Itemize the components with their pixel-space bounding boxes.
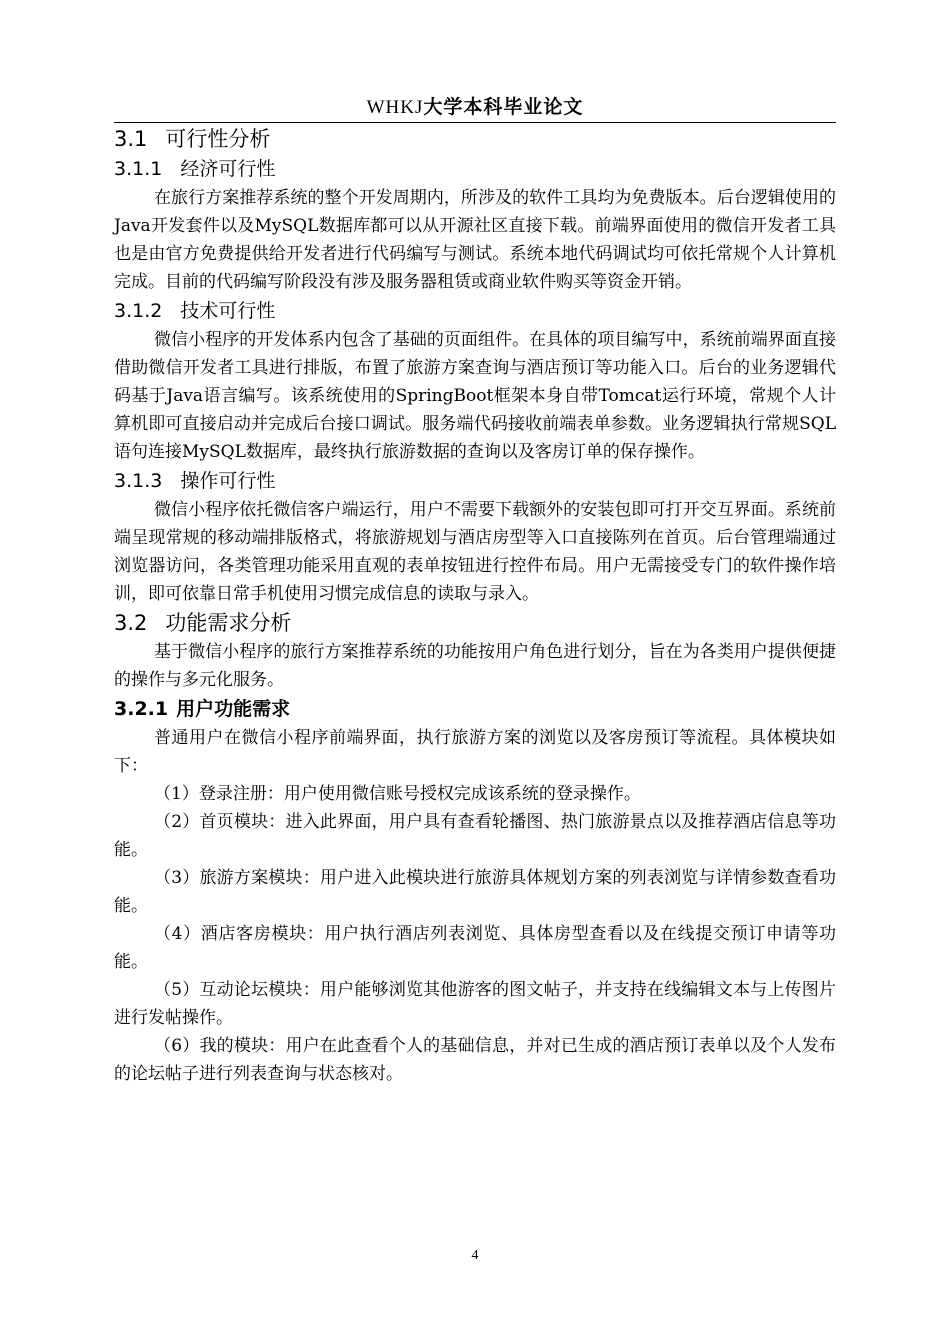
heading-3-2 <box>114 608 836 638</box>
heading-number: 3.1.1 <box>114 158 163 180</box>
heading-number: 3.1 <box>114 127 148 151</box>
heading-title: 技术可行性 <box>180 300 276 322</box>
heading-3-1-1 <box>114 154 836 184</box>
heading-number: 3.2.1 <box>114 698 169 720</box>
heading-3-1-2 <box>114 296 836 326</box>
list-item-travel-plan: （3）旅游方案模块：用户进入此模块进行旅游具体规划方案的列表浏览与详情参数查看功能。 <box>114 868 836 916</box>
heading-number: 3.2 <box>114 611 148 635</box>
heading-number: 3.1.2 <box>114 300 163 322</box>
heading-title: 用户功能需求 <box>176 698 291 720</box>
list-item-login: （1）登录注册：用户使用微信账号授权完成该系统的登录操作。 <box>154 784 641 804</box>
body-content <box>114 124 836 1088</box>
heading-title: 操作可行性 <box>180 470 276 492</box>
heading-3-1 <box>114 124 836 154</box>
list-item-forum: （5）互动论坛模块：用户能够浏览其他游客的图文帖子，并支持在线编辑文本与上传图片进行发帖操作。 <box>114 980 836 1028</box>
paragraph-technical-feasibility: 微信小程序的开发体系内包含了基础的页面组件。在具体的项目编写中，系统前端界面直接借助微信开发者工具进行排版，布置了旅游方案查询与酒店预订等功能入口。后台的业务逻辑代码基于Java语言编写。该系统使用的SpringBoot框架本身自带Tomcat运行环境，常规个人计算机即可直接启动并完成后台接口调试。服务端代码接收前端表单参数。业务逻辑执行常规SQL语句连接MySQL数据库，最终执行旅游数据的查询以及客房订单的保存操作。 <box>114 330 836 462</box>
paragraph-economic-feasibility: 在旅行方案推荐系统的整个开发周期内，所涉及的软件工具均为免费版本。后台逻辑使用的Java开发套件以及MySQL数据库都可以从开源社区直接下载。前端界面使用的微信开发者工具也是由官方免费提供给开发者进行代码编写与测试。系统本地代码调试均可依托常规个人计算机完成。目前的代码编写阶段没有涉及服务器租赁或商业软件购买等资金开销。 <box>114 188 836 292</box>
paragraph-operational-feasibility: 微信小程序依托微信客户端运行，用户不需要下载额外的安装包即可打开交互界面。系统前端呈现常规的移动端排版格式，将旅游规划与酒店房型等入口直接陈列在首页。后台管理端通过浏览器访问，各类管理功能采用直观的表单按钮进行控件布局。用户无需接受专门的软件操作培训，即可依靠日常手机使用习惯完成信息的读取与录入。 <box>114 500 836 604</box>
list-item-mine: （6）我的模块：用户在此查看个人的基础信息，并对已生成的酒店预订表单以及个人发布的论坛帖子进行列表查询与状态核对。 <box>114 1036 836 1084</box>
heading-title: 经济可行性 <box>180 158 276 180</box>
heading-3-2-1 <box>114 694 836 724</box>
header-university-code: WHKJ <box>366 97 424 118</box>
list-item-home: （2）首页模块：进入此界面，用户具有查看轮播图、热门旅游景点以及推荐酒店信息等功能。 <box>114 812 836 860</box>
running-header <box>114 94 836 122</box>
heading-title: 可行性分析 <box>165 127 271 151</box>
header-thesis-label: 大学本科毕业论文 <box>423 96 584 118</box>
paragraph-functional-requirements: 基于微信小程序的旅行方案推荐系统的功能按用户角色进行划分，旨在为各类用户提供便捷的操作与多元化服务。 <box>114 642 836 690</box>
header-rule <box>114 122 836 123</box>
heading-number: 3.1.3 <box>114 470 163 492</box>
list-item-hotel-room: （4）酒店客房模块：用户执行酒店列表浏览、具体房型查看以及在线提交预订申请等功能。 <box>114 924 836 972</box>
paragraph-user-requirements-intro: 普通用户在微信小程序前端界面，执行旅游方案的浏览以及客房预订等流程。具体模块如下： <box>114 728 836 776</box>
heading-3-1-3 <box>114 466 836 496</box>
heading-title: 功能需求分析 <box>165 611 292 635</box>
page-number: 4 <box>471 1248 479 1263</box>
